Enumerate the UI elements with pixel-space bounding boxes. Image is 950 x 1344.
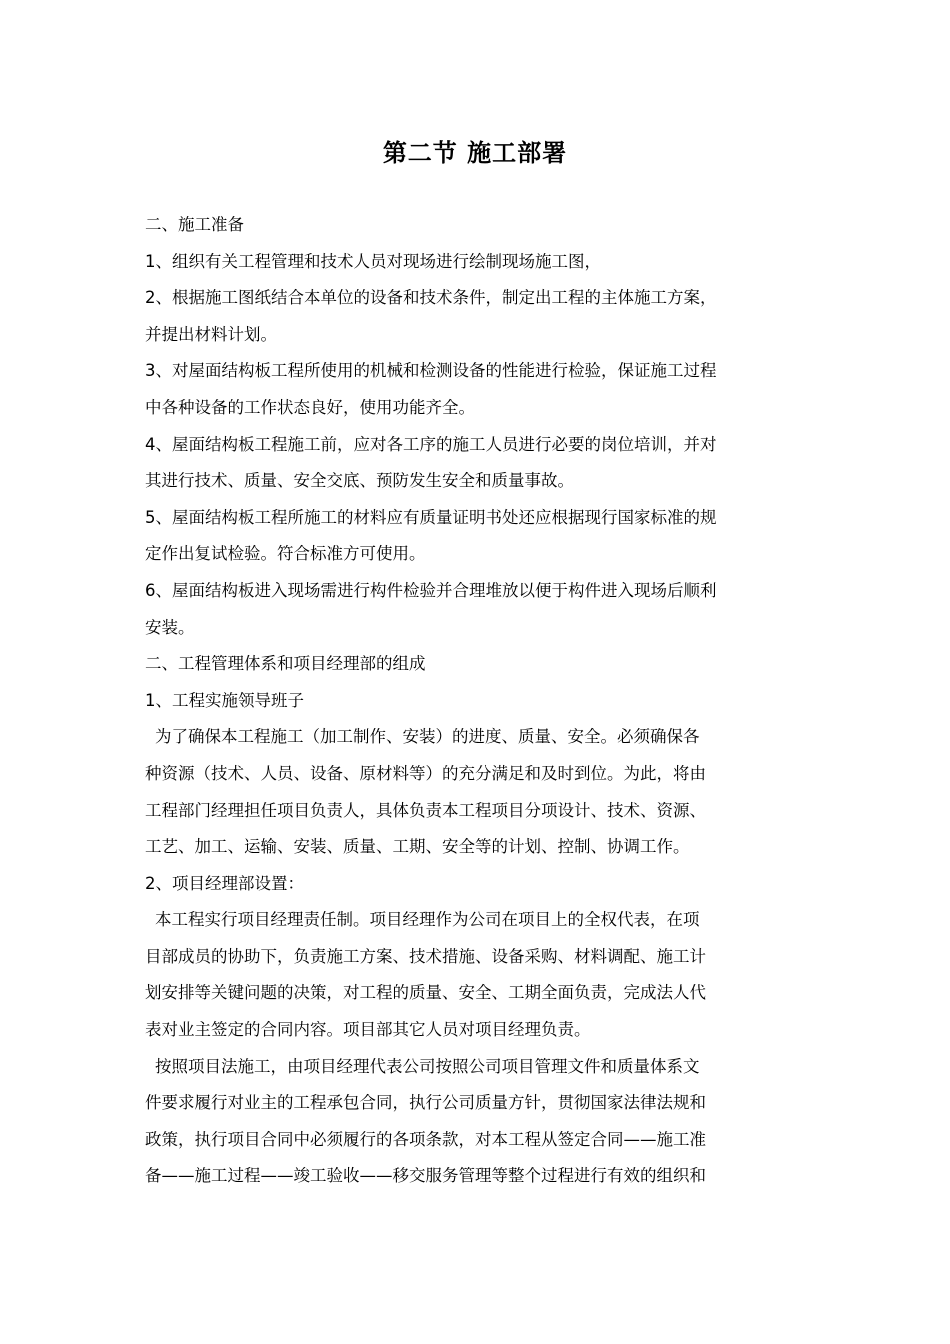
paragraph-responsibility-line-1: 本工程实行项目经理责任制。项目经理作为公司在项目上的全权代表，在项 (155, 910, 700, 930)
list-item-6-cont: 安装。 (145, 617, 195, 637)
paragraph-leadership-line-3: 工程部门经理担任项目负责人，具体负责本工程项目分项设计、技术、资源、 (145, 800, 706, 820)
list-item-4-cont: 其进行技术、质量、安全交底、预防发生安全和质量事故。 (145, 471, 574, 491)
paragraph-responsibility-line-2: 目部成员的协助下，负责施工方案、技术措施、设备采购、材料调配、施工计 (145, 946, 706, 966)
paragraph-leadership-line-2: 种资源（技术、人员、设备、原材料等）的充分满足和及时到位。为此，将由 (145, 763, 706, 783)
heading-management-system: 二、工程管理体系和项目经理部的组成 (145, 654, 426, 674)
paragraph-method-line-4: 备——施工过程——竣工验收——移交服务管理等整个过程进行有效的组织和 (145, 1166, 706, 1186)
list-item-3: 3、对屋面结构板工程所使用的机械和检测设备的性能进行检验，保证施工过程 (145, 361, 717, 381)
subheading-project-department: 2、项目经理部设置： (145, 873, 304, 893)
list-item-6: 6、屋面结构板进入现场需进行构件检验并合理堆放以便于构件进入现场后顺利 (145, 580, 717, 600)
list-item-5-cont: 定作出复试检验。符合标准方可使用。 (145, 544, 426, 564)
list-item-4: 4、屋面结构板工程施工前，应对各工序的施工人员进行必要的岗位培训，并对 (145, 434, 717, 454)
list-item-2-cont: 并提出材料计划。 (145, 324, 277, 344)
paragraph-method-line-1: 按照项目法施工，由项目经理代表公司按照公司项目管理文件和质量体系文 (155, 1056, 700, 1076)
list-item-2: 2、根据施工图纸结合本单位的设备和技术条件，制定出工程的主体施工方案， (145, 288, 717, 308)
paragraph-responsibility-line-4: 表对业主签定的合同内容。项目部其它人员对项目经理负责。 (145, 1020, 591, 1040)
paragraph-method-line-2: 件要求履行对业主的工程承包合同，执行公司质量方针，贯彻国家法律法规和 (145, 1093, 706, 1113)
section-title: 第二节 施工部署 (382, 138, 568, 167)
list-item-1: 1、组织有关工程管理和技术人员对现场进行绘制现场施工图， (145, 251, 601, 271)
heading-construction-preparation: 二、施工准备 (145, 215, 244, 234)
list-item-3-cont: 中各种设备的工作状态良好，使用功能齐全。 (145, 397, 475, 417)
paragraph-method-line-3: 政策，执行项目合同中必须履行的各项条款，对本工程从签定合同——施工准 (145, 1129, 706, 1149)
paragraph-leadership-line-4: 工艺、加工、运输、安装、质量、工期、安全等的计划、控制、协调工作。 (145, 837, 690, 857)
subheading-leadership: 1、工程实施领导班子 (145, 690, 304, 710)
list-item-5: 5、屋面结构板工程所施工的材料应有质量证明书处还应根据现行国家标准的规 (145, 507, 717, 527)
body-text (145, 207, 807, 1195)
paragraph-leadership-line-1: 为了确保本工程施工（加工制作、安装）的进度、质量、安全。必须确保各 (155, 727, 700, 747)
paragraph-responsibility-line-3: 划安排等关键问题的决策，对工程的质量、安全、工期全面负责，完成法人代 (145, 983, 706, 1003)
